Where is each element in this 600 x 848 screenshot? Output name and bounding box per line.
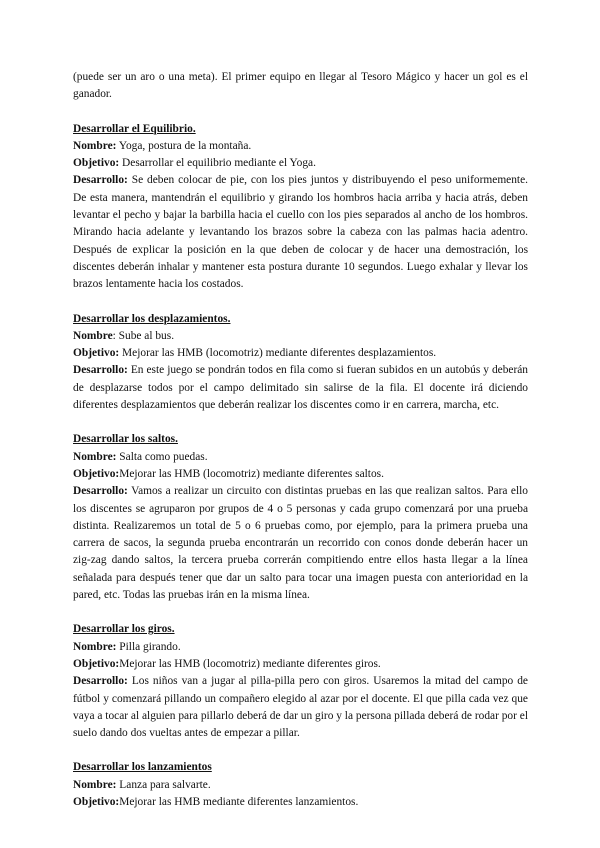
objetivo-value: Mejorar las HMB mediante diferentes lanzamientos.: [119, 795, 359, 808]
desarrollo-text: Vamos a realizar un circuito con distintas pruebas en las que realizan saltos. Para ello los discentes se agruparon por grupos de 4 o 5 personas y cada grupo comenzará por una prueba distinta. Realizaremos un total de 5 o 6 pruebas como, por ejemplo, para la primera prueba una carrera de sacos, la segunda prueba encontrarán un recorrido con conos donde deberán hacer un zig-zag dando saltos, la tercera prueba correrán compitiendo entre ellos hasta llegar a la línea señalada para después tener que dar un salto para tocar una imagen puesta con anterioridad en la pared, etc. Todas las pruebas irán en la misma línea.: [73, 485, 528, 602]
desarrollo-label: Desarrollo:: [73, 174, 128, 187]
desarrollo-paragraph: [73, 172, 528, 293]
desarrollo-paragraph: [73, 483, 528, 604]
nombre-value: Pilla girando.: [116, 640, 181, 653]
objetivo-label: Objetivo:: [73, 657, 120, 670]
objetivo-line: [73, 466, 528, 483]
objetivo-label: Objetivo:: [73, 157, 120, 170]
nombre-line: [73, 449, 528, 466]
nombre-line: [73, 777, 528, 794]
document-body: [73, 69, 528, 811]
nombre-value: Salta como puedas.: [116, 450, 208, 463]
section-heading: Desarrollar los giros.: [73, 623, 175, 636]
objetivo-line: [73, 656, 528, 673]
desarrollo-text: Se deben colocar de pie, con los pies juntos y distribuyendo el peso uniformemente. De esta manera, mantendrán el equilibrio y girando los hombros hacia arriba y hacia atrás, deben levantar el pecho y bajar la barbilla hacia el cuello con los pies separados al ancho de los hombros. Mirando hacia adelante y levantando los brazos sobre la cabeza con las palmas hacia adentro. Después de explicar la posición en la que deben de colocar y de hacer una demostración, los discentes deberán inhalar y mantener esta postura durante 10 segundos. Luego exhalar y llevar los brazos lentamente hacia los costados.: [73, 174, 528, 291]
nombre-label: Nombre:: [73, 640, 117, 653]
objetivo-line: [73, 794, 528, 811]
nombre-label: Nombre:: [73, 139, 117, 152]
section-heading: Desarrollar los desplazamientos.: [73, 312, 231, 325]
section-heading: Desarrollar el Equilibrio.: [73, 122, 196, 135]
desarrollo-text: Los niños van a jugar al pilla-pilla pero con giros. Usaremos la mitad del campo de fútbol y comenzará pillando un compañero elegido al azar por el docente. El que pilla cada vez que vaya a tocar al alguien para pillarlo deberá de dar un giro y la persona pillada deberá de rodar por el suelo dando dos vueltas antes de empezar a pillar.: [73, 675, 528, 740]
section-equilibrio: [73, 121, 528, 294]
desarrollo-label: Desarrollo:: [73, 364, 128, 377]
objetivo-label: Objetivo:: [73, 467, 120, 480]
nombre-value: Yoga, postura de la montaña.: [116, 139, 252, 152]
nombre-label: Nombre:: [73, 450, 117, 463]
objetivo-value: Mejorar las HMB (locomotriz) mediante diferentes desplazamientos.: [119, 347, 437, 360]
desarrollo-paragraph: [73, 673, 528, 742]
objetivo-label: Objetivo:: [73, 795, 120, 808]
intro-paragraph: (puede ser un aro o una meta). El primer equipo en llegar al Tesoro Mágico y hacer un gol es el ganador.: [73, 71, 528, 101]
section-lanzamientos: [73, 759, 528, 811]
section-heading: Desarrollar los saltos.: [73, 433, 178, 446]
desarrollo-label: Desarrollo:: [73, 675, 128, 688]
nombre-line: [73, 328, 528, 345]
objetivo-line: [73, 345, 528, 362]
nombre-value: : Sube al bus.: [112, 329, 175, 342]
objetivo-line: [73, 155, 528, 172]
objetivo-value: Desarrollar el equilibrio mediante el Yoga.: [119, 157, 316, 170]
desarrollo-paragraph: [73, 362, 528, 414]
objetivo-value: Mejorar las HMB (locomotriz) mediante diferentes giros.: [119, 657, 381, 670]
section-giros: [73, 621, 528, 742]
section-desplazamientos: [73, 311, 528, 415]
nombre-value: Lanza para salvarte.: [116, 778, 211, 791]
section-saltos: [73, 431, 528, 604]
nombre-label: Nombre: [73, 329, 113, 342]
section-heading: Desarrollar los lanzamientos: [73, 761, 212, 774]
nombre-label: Nombre:: [73, 778, 117, 791]
objetivo-label: Objetivo:: [73, 347, 120, 360]
desarrollo-text: En este juego se pondrán todos en fila como si fueran subidos en un autobús y deberán de desplazarse todos por el campo delimitado sin salirse de la fila. El docente irá diciendo diferentes desplazamientos que deberán realizar los discentes como ir en carrera, marcha, etc.: [73, 364, 528, 412]
nombre-line: [73, 138, 528, 155]
objetivo-value: Mejorar las HMB (locomotriz) mediante diferentes saltos.: [119, 467, 384, 480]
nombre-line: [73, 639, 528, 656]
desarrollo-label: Desarrollo:: [73, 485, 128, 498]
